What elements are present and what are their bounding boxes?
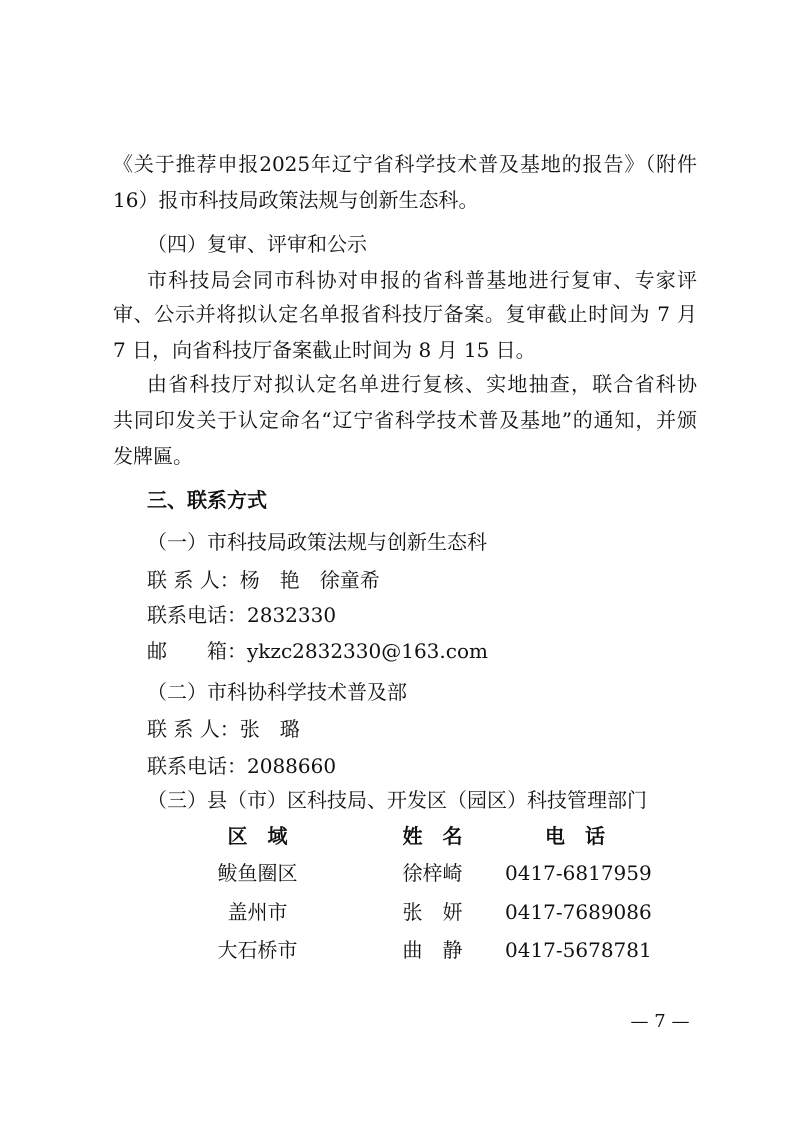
subsection-1-title: （一）市科技局政策法规与创新生态科: [147, 530, 487, 554]
phone-cell: 0417-6817959: [505, 861, 652, 885]
subsection-3-title: （三）县（市）区科技局、开发区（园区）科技管理部门: [147, 788, 647, 812]
paragraph-2-line-2: 审、公示并将拟认定名单报省科技厅备案。复审截止时间为 7 月: [113, 302, 697, 326]
paragraph-3-line-3: 发牌匾。: [113, 444, 193, 468]
name-cell: 徐梓崎: [402, 861, 463, 885]
heading-review-and-publicity: （四）复审、评审和公示: [147, 232, 367, 256]
paragraph-3-line-1: 由省科技厅对拟认定名单进行复核、实地抽查，联合省科协: [147, 372, 697, 396]
paragraph-1-line-2: 16）报市科技局政策法规与创新生态科。: [113, 188, 479, 212]
phone-label: 联系电话：: [147, 754, 247, 778]
table-row: [0, 860, 794, 886]
paragraph-2-line-3: 7 日，向省科技厅备案截止时间为 8 月 15 日。: [113, 338, 536, 362]
subsection-1-contact: [147, 567, 731, 593]
table-header-row: [0, 823, 794, 849]
table-row: [0, 899, 794, 925]
phone-cell: 0417-5678781: [505, 938, 652, 962]
region-cell: 鲅鱼圈区: [217, 861, 298, 885]
table-row: [0, 937, 794, 963]
phone-label: 联系电话：: [147, 603, 247, 627]
region-cell: 大石桥市: [217, 938, 298, 962]
header-region: 区 域: [227, 824, 288, 848]
page-number: — 7 —: [630, 1011, 690, 1032]
phone-value: 2088660: [247, 754, 337, 778]
name-cell: 张 妍: [402, 900, 463, 924]
email-label: 邮 箱：: [147, 639, 247, 663]
subsection-2-title: （二）市科协科学技术普及部: [147, 680, 407, 704]
subsection-2-contact: [147, 716, 731, 742]
contact-value: 杨 艳 徐童希: [239, 568, 380, 592]
subsection-1-phone: [147, 602, 731, 628]
email-value[interactable]: ykzc2832330@163.com: [247, 639, 488, 663]
phone-value: 2832330: [247, 603, 337, 627]
contact-label: 联 系 人：: [147, 717, 240, 741]
contact-label: 联 系 人：: [147, 568, 240, 592]
paragraph-2-line-1: 市科技局会同市科协对申报的省科普基地进行复审、专家评: [147, 268, 697, 292]
name-cell: 曲 静: [402, 938, 463, 962]
paragraph-1-line-1: 《关于推荐申报2025年辽宁省科学技术普及基地的报告》（附件: [113, 152, 697, 176]
section-3-title: 三、联系方式: [147, 488, 267, 512]
subsection-2-phone: [147, 753, 731, 779]
header-phone: 电 话: [545, 824, 605, 848]
header-name: 姓 名: [402, 824, 463, 848]
subsection-1-email: [147, 638, 731, 664]
phone-cell: 0417-7689086: [505, 900, 652, 924]
paragraph-3-line-2: 共同印发关于认定命名“辽宁省科学技术普及基地”的通知，并颁: [113, 408, 697, 432]
region-cell: 盖州市: [227, 900, 288, 924]
contact-value: 张 璐: [239, 717, 300, 741]
